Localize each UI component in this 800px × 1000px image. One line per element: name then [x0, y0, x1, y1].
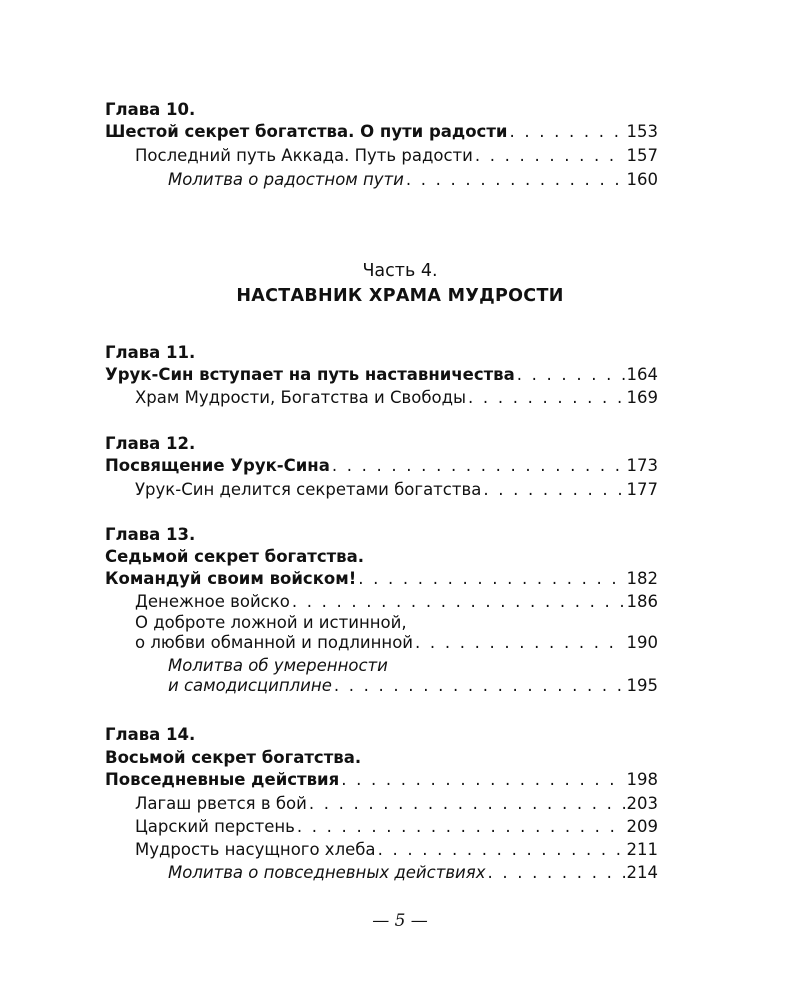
toc-entry-text: о любви обманной и подлинной [135, 633, 414, 652]
toc-entry-text: Урук-Син вступает на путь наставничества [105, 365, 515, 384]
toc-entry-line1: О доброте ложной и истинной, [135, 613, 407, 632]
toc-entry-text: Царский перстень [135, 817, 295, 836]
toc-entry[interactable] [135, 388, 658, 408]
dot-leader [332, 456, 625, 476]
dot-leader [483, 480, 624, 500]
chapter-11-label: Глава 11. [105, 343, 196, 362]
toc-page-number: 186 [626, 592, 658, 611]
dot-leader [509, 122, 624, 142]
toc-entry[interactable] [135, 840, 658, 860]
chapter-10-label: Глава 10. [105, 100, 196, 119]
dot-leader [475, 146, 625, 166]
toc-entry-prayer[interactable] [168, 170, 658, 190]
chapter-13-title-entry[interactable] [105, 569, 658, 589]
dot-leader [378, 840, 625, 860]
toc-entry-text: Последний путь Аккада. Путь радости [135, 146, 473, 165]
toc-entry-text: и самодисциплине [168, 676, 332, 695]
part-number: Часть 4. [362, 261, 438, 281]
toc-entry-text: Повседневные действия [105, 770, 340, 789]
toc-entry-text: Посвящение Урук-Сина [105, 456, 330, 475]
chapter-12-label: Глава 12. [105, 434, 196, 453]
dot-leader [468, 388, 624, 408]
dot-leader [415, 633, 624, 653]
toc-entry-text: Лагаш рвется в бой [135, 794, 307, 813]
toc-entry-text: Урук-Син делится секретами богатства [135, 480, 482, 499]
toc-page-number: 214 [626, 863, 658, 882]
toc-entry-prayer[interactable] [168, 676, 658, 696]
toc-page-number: 153 [626, 122, 658, 141]
toc-entry-prayer[interactable] [168, 863, 658, 883]
toc-entry-text: Мудрость насущного хлеба [135, 840, 376, 859]
toc-entry-text: Шестой секрет богатства. О пути радости [105, 122, 508, 141]
toc-entry[interactable] [135, 480, 658, 500]
dot-leader [341, 770, 624, 790]
toc-entry-text: Молитва о радостном пути [168, 170, 404, 189]
dot-leader [517, 365, 625, 385]
toc-page-number: 198 [626, 770, 658, 789]
toc-page-number: 195 [626, 676, 658, 695]
toc-entry[interactable] [135, 146, 658, 166]
dot-leader [292, 592, 625, 612]
chapter-14-label: Глава 14. [105, 725, 196, 744]
toc-page-number: 211 [626, 840, 658, 859]
dot-leader [487, 863, 624, 883]
toc-entry-text: Храм Мудрости, Богатства и Свободы [135, 388, 467, 407]
page-number-folio: — 5 — [372, 911, 428, 931]
dot-leader [334, 676, 625, 696]
toc-entry[interactable] [135, 794, 658, 814]
chapter-13-title-line1: Седьмой секрет богатства. [105, 547, 365, 566]
toc-page-number: 177 [626, 480, 658, 499]
toc-page-number: 173 [626, 456, 658, 475]
chapter-14-title-line1: Восьмой секрет богатства. [105, 748, 362, 767]
chapter-14-title-entry[interactable] [105, 770, 658, 790]
part-title: НАСТАВНИК ХРАМА МУДРОСТИ [236, 286, 564, 306]
toc-page-number: 164 [626, 365, 658, 384]
toc-entry-text: Денежное войско [135, 592, 290, 611]
toc-entry[interactable] [135, 817, 658, 837]
chapter-10-title-entry[interactable] [105, 122, 658, 142]
toc-page-number: 190 [626, 633, 658, 652]
dot-leader [358, 569, 624, 589]
toc-page-number: 203 [626, 794, 658, 813]
toc-page-number: 160 [626, 170, 658, 189]
dot-leader [297, 817, 625, 837]
toc-page-number: 157 [626, 146, 658, 165]
toc-entry[interactable] [135, 633, 658, 653]
toc-entry-prayer-line1: Молитва об умеренности [168, 656, 388, 675]
chapter-13-label: Глава 13. [105, 525, 196, 544]
toc-entry-text: Командуй своим войском! [105, 569, 357, 588]
toc-page-number: 209 [626, 817, 658, 836]
toc-entry[interactable] [135, 592, 658, 612]
toc-page-number: 169 [626, 388, 658, 407]
toc-page-number: 182 [626, 569, 658, 588]
dot-leader [309, 794, 625, 814]
chapter-11-title-entry[interactable] [105, 365, 658, 385]
chapter-12-title-entry[interactable] [105, 456, 658, 476]
dot-leader [406, 170, 625, 190]
toc-entry-text: Молитва о повседневных действиях [168, 863, 486, 882]
